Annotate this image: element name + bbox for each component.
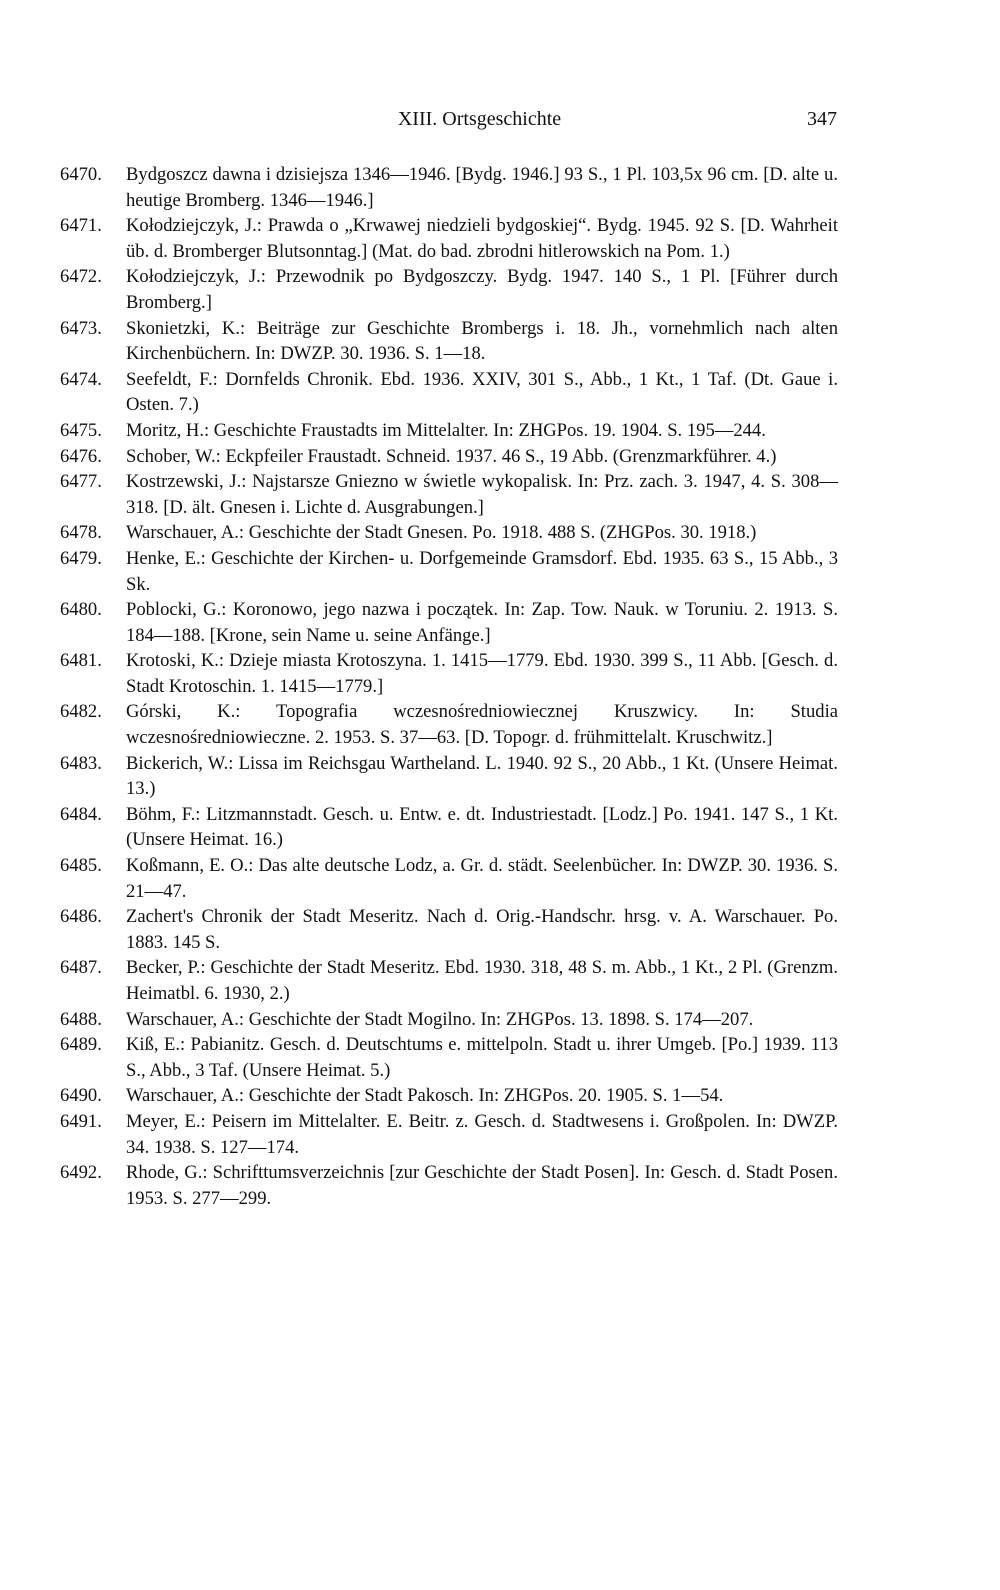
bibliography-entry: [60, 853, 838, 904]
bibliography-entry: [60, 904, 838, 955]
bibliography-entry: [60, 264, 838, 315]
entry-number: 6482.: [60, 701, 102, 723]
entry-number: 6485.: [60, 855, 102, 877]
entry-number: 6488.: [60, 1008, 102, 1030]
bibliography-entry: [60, 444, 838, 470]
bibliography-entry: [60, 520, 838, 546]
entry-number: 6476.: [60, 445, 102, 467]
bibliography-entry: [60, 418, 838, 444]
entry-number: 6489.: [60, 1034, 102, 1056]
bibliography-entry: [60, 316, 838, 367]
bibliography-entry: [60, 751, 838, 802]
entry-text: Becker, P.: Geschichte der Stadt Meseritz. Ebd. 1930. 318, 48 S. m. Abb., 1 Kt., 2 Pl. (Grenzm. Heimatbl. 6. 1930, 2.): [126, 957, 838, 1004]
bibliography-entry: [60, 1160, 838, 1211]
entry-text: Kostrzewski, J.: Najstarsze Gniezno w świetle wykopalisk. In: Prz. zach. 3. 1947, 4. S. 308—318. [D. ält. Gnesen i. Lichte d. Ausgrabungen.]: [126, 471, 838, 518]
entry-text: Meyer, E.: Peisern im Mittelalter. E. Beitr. z. Gesch. d. Stadtwesens i. Großpolen. In: DWZP. 34. 1938. S. 127—174.: [126, 1110, 838, 1158]
entry-text: Bickerich, W.: Lissa im Reichsgau Wartheland. L. 1940. 92 S., 20 Abb., 1 Kt. (Unsere Heimat. 13.): [126, 752, 838, 800]
entry-text: Seefeldt, F.: Dornfelds Chronik. Ebd. 1936. XXIV, 301 S., Abb., 1 Kt., 1 Taf. (Dt. Gaue i. Osten. 7.): [126, 368, 838, 416]
bibliography-entry: [60, 546, 838, 597]
entry-text: Rhode, G.: Schrifttumsverzeichnis [zur Geschichte der Stadt Posen]. In: Gesch. d. Stadt Posen. 1953. S. 277—299.: [126, 1162, 838, 1209]
entry-text: Warschauer, A.: Geschichte der Stadt Mogilno. In: ZHGPos. 13. 1898. S. 174—207.: [126, 1008, 754, 1030]
entry-text: Zachert's Chronik der Stadt Meseritz. Nach d. Orig.-Handschr. hrsg. v. A. Warschauer. Po. 1883. 145 S.: [126, 906, 838, 953]
entry-number: 6475.: [60, 419, 102, 441]
entry-number: 6472.: [60, 266, 102, 288]
entry-text: Böhm, F.: Litzmannstadt. Gesch. u. Entw. e. dt. Industriestadt. [Lodz.] Po. 1941. 147 S., 1 Kt. (Unsere Heimat. 16.): [126, 803, 838, 851]
entry-text: Poblocki, G.: Koronowo, jego nazwa i początek. In: Zap. Tow. Nauk. w Toruniu. 2. 1913. S. 184—188. [Krone, sein Name u. seine Anfänge.]: [126, 599, 838, 646]
bibliography-entry: [60, 213, 838, 264]
entry-text: Warschauer, A.: Geschichte der Stadt Pakosch. In: ZHGPos. 20. 1905. S. 1—54.: [126, 1085, 724, 1107]
entry-number: 6481.: [60, 650, 102, 672]
entry-number: 6477.: [60, 471, 102, 493]
bibliography-list: [60, 162, 838, 1211]
entry-number: 6484.: [60, 803, 102, 825]
entry-number: 6479.: [60, 547, 102, 569]
entry-number: 6473.: [60, 317, 102, 339]
bibliography-entry: [60, 1007, 838, 1033]
entry-text: Górski, K.: Topografia wczesnośredniowiecznej Kruszwicy. In: Studia wczesnośredniowieczne. 2. 1953. S. 37—63. [D. Topogr. d. frühmittelalt. Kruschwitz.]: [126, 701, 838, 749]
entry-text: Kiß, E.: Pabianitz. Gesch. d. Deutschtums e. mittelpoln. Stadt u. ihrer Umgeb. [Po.] 1939. 113 S., Abb., 3 Taf. (Unsere Heimat. 5.): [126, 1034, 838, 1081]
entry-number: 6490.: [60, 1085, 102, 1107]
page-number: 347: [807, 108, 837, 130]
bibliography-entry: [60, 367, 838, 418]
bibliography-entry: [60, 648, 838, 699]
entry-number: 6470.: [60, 164, 102, 185]
bibliography-entry: [60, 802, 838, 853]
entry-text: Koßmann, E. O.: Das alte deutsche Lodz, a. Gr. d. städt. Seelenbücher. In: DWZP. 30. 1936. S. 21—47.: [126, 855, 838, 902]
entry-text: Warschauer, A.: Geschichte der Stadt Gnesen. Po. 1918. 488 S. (ZHGPos. 30. 1918.): [126, 522, 757, 544]
bibliography-entry: [60, 1109, 838, 1160]
entry-number: 6487.: [60, 957, 102, 979]
entry-text: Krotoski, K.: Dzieje miasta Krotoszyna. 1. 1415—1779. Ebd. 1930. 399 S., 11 Abb. [Gesch. d. Stadt Krotoschin. 1. 1415—1779.]: [126, 650, 838, 697]
bibliography-entry: [60, 1083, 838, 1109]
entry-number: 6486.: [60, 906, 102, 928]
entry-number: 6480.: [60, 599, 102, 621]
entry-number: 6474.: [60, 368, 102, 390]
entry-number: 6491.: [60, 1110, 102, 1132]
bibliography-entry: [60, 955, 838, 1006]
entry-number: 6492.: [60, 1162, 102, 1184]
entry-number: 6478.: [60, 522, 102, 544]
entry-number: 6483.: [60, 752, 102, 774]
bibliography-entry: [60, 162, 838, 213]
bibliography-entry: [60, 699, 838, 750]
entry-text: Schober, W.: Eckpfeiler Fraustadt. Schneid. 1937. 46 S., 19 Abb. (Grenzmarkführer. 4.): [126, 445, 777, 467]
entry-text: Kołodziejczyk, J.: Przewodnik po Bydgoszczy. Bydg. 1947. 140 S., 1 Pl. [Führer durch Bromberg.]: [126, 266, 838, 313]
bibliography-entry: [60, 597, 838, 648]
bibliography-entry: [60, 1032, 838, 1083]
bibliography-entry: [60, 469, 838, 520]
page-title: XIII. Ortsgeschichte: [397, 108, 562, 130]
page-header: [122, 108, 837, 138]
entry-text: Bydgoszcz dawna i dzisiejsza 1346—1946. [Bydg. 1946.] 93 S., 1 Pl. 103,5x 96 cm. [D. alte u. heutige Bromberg. 1346—1946.]: [126, 164, 838, 211]
entry-text: Kołodziejczyk, J.: Prawda o „Krwawej niedzieli bydgoskiej“. Bydg. 1945. 92 S. [D. Wahrheit üb. d. Bromberger Blutsonntag.] (Mat. do bad. zbrodni hitlerowskich na Pom. 1.): [126, 215, 838, 262]
entry-text: Henke, E.: Geschichte der Kirchen- u. Dorfgemeinde Gramsdorf. Ebd. 1935. 63 S., 15 Abb., 3 Sk.: [126, 547, 838, 595]
entry-text: Moritz, H.: Geschichte Fraustadts im Mittelalter. In: ZHGPos. 19. 1904. S. 195—244.: [126, 419, 766, 441]
entry-number: 6471.: [60, 215, 102, 237]
entry-text: Skonietzki, K.: Beiträge zur Geschichte Brombergs i. 18. Jh., vornehmlich nach alten Kirchenbüchern. In: DWZP. 30. 1936. S. 1—18.: [126, 317, 838, 365]
